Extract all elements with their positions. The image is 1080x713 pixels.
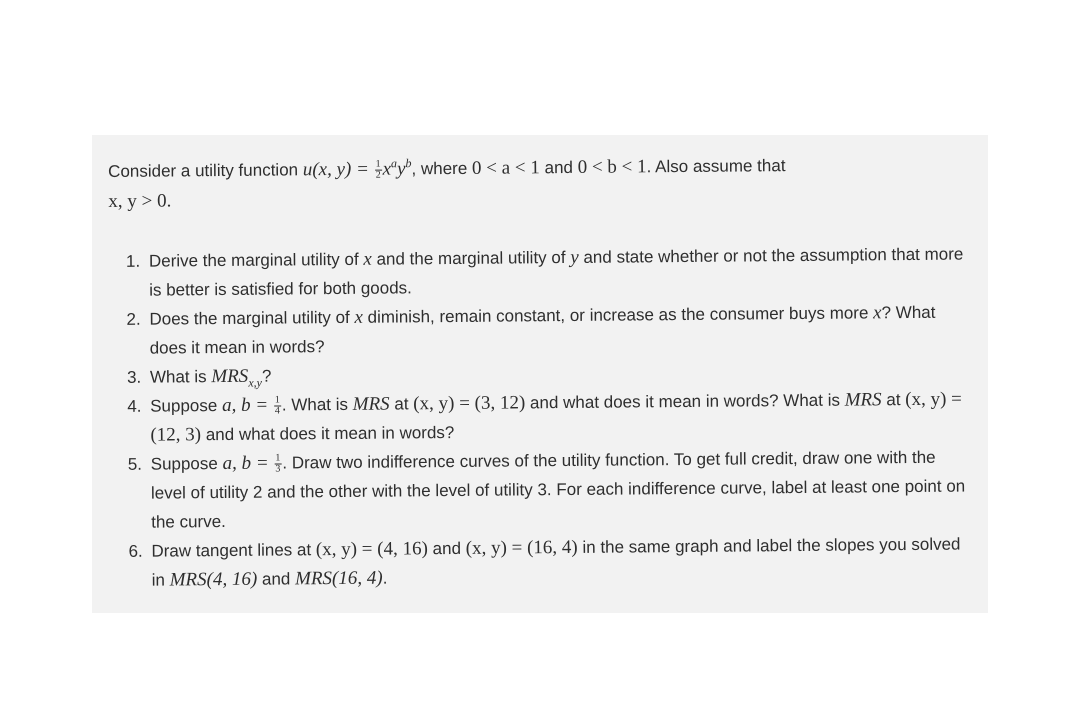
problem-document xyxy=(92,135,988,613)
intro-text: Consider a utility function xyxy=(108,160,303,181)
question-2: 2. Does the marginal utility of x diminish, remain constant, or increase as the consumer buys more x? What does it mean in words? xyxy=(145,297,969,362)
fraction-one-half: $\frac{1}{2}$ xyxy=(375,158,381,181)
fraction-one-third: $\frac{1}{3}$ xyxy=(275,452,281,475)
utility-function: u(x, y) = $\frac{1}{2}$ $x^ay^b$ xyxy=(302,156,412,181)
condition-xy: x, y > 0. xyxy=(108,190,172,212)
question-list xyxy=(109,239,972,594)
mrs-term: $MRS_{x,y}$ xyxy=(211,365,263,390)
question-1: 1. Derive the marginal utility of x and the marginal utility of y and state whether or not the assumption that more is better is satisfied for both goods. xyxy=(145,239,969,304)
question-5: 5. Suppose a, b = $\frac{1}{3}$ . Draw two indifference curves of the utility function. To get full credit, draw one with the level of utility 2 and the other with the level of utility 3. For each indifference curve, label at least one point on the curve. xyxy=(147,442,972,536)
question-6: 6. Draw tangent lines at (x, y) = (4, 16) and (x, y) = (16, 4) in the same graph and label the slopes you solved in MRS(4, 16) and MRS(16, 4). xyxy=(147,529,971,594)
document-content xyxy=(108,149,972,594)
fraction-one-quarter: $\frac{1}{4}$ xyxy=(274,394,280,417)
condition-b: 0 < b < 1 xyxy=(577,156,647,178)
condition-a: 0 < a < 1 xyxy=(471,157,540,179)
problem-intro: Consider a utility function u(x, y) = $\frac{1}{2}$ $x^ay^b$, where 0 < a < 1 and 0 < b < 1. Also assume that x, y > 0. xyxy=(108,156,786,212)
question-4: 4. Suppose a, b = $\frac{1}{4}$ . What is MRS at (x, y) = (3, 12) and what does it mean in words? What is MRS at (x, y) = (12, 3) and what does it mean in words? xyxy=(146,384,970,449)
question-3: 3. What is $MRS_{x,y}$? xyxy=(146,355,970,391)
